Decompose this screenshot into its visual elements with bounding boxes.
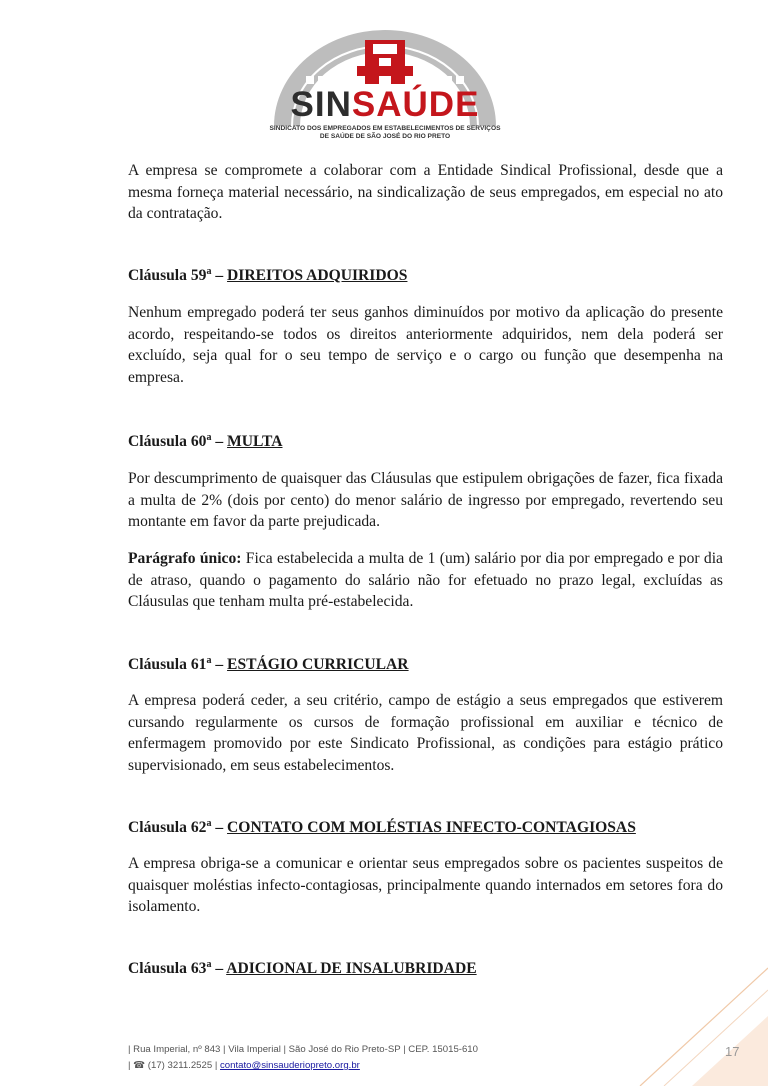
phone-icon: ☎ (133, 1060, 146, 1071)
corner-decoration (600, 960, 768, 1086)
intro-paragraph: A empresa se compromete a colaborar com a Entidade Sindical Profissional, desde que a mesma forneça material necessário, na sindicalização de seus empregados, em especial no ato da contratação. (128, 162, 723, 223)
clause-59-heading: Cláusula 59$^a$ – DIREITOS ADQUIRIDOS (128, 266, 408, 285)
page-number: 17 (725, 1044, 740, 1059)
footer-email-link[interactable]: contato@sinsauderiopreto.org.br (220, 1060, 360, 1071)
clause-62-text: A empresa obriga-se a comunicar e orientar seus empregados sobre os pacientes suspeitos de quaisquer moléstias infecto-contagiosas, principalmente quando internados em setores fora do isolamento. (128, 855, 723, 916)
clause-63-title: ADICIONAL DE INSALUBRIDADE (226, 960, 477, 978)
clause-63-heading: Cláusula 63$^a$ – ADICIONAL DE INSALUBRIDADE (128, 959, 477, 978)
clause-62-title: CONTATO COM MOLÉSTIAS INFECTO-CONTAGIOSAS (227, 819, 636, 837)
paragraph-label: Parágrafo único: (128, 550, 242, 567)
clause-59-title: DIREITOS ADQUIRIDOS (227, 267, 408, 285)
clause-60-text: Por descumprimento de quaisquer das Cláusulas que estipulem obrigações de fazer, fica fixada a multa de 2% (dois por cento) do menor salário de ingresso por empregado, revertendo seu montante em favor da parte prejudicada. (128, 470, 723, 531)
footer-contact: | ☎ (17) 3211.2525 | contato@sinsauderiopreto.org.br (128, 1060, 360, 1071)
clause-59-text: Nenhum empregado poderá ter seus ganhos diminuídos por motivo da aplicação do presente acordo, respeitando-se todos os direitos anteriormente adquiridos, nem dela poderá ser excluído, seja qual for o seu tempo de serviço e o cargo ou função que desempenha na empresa. (128, 304, 723, 386)
logo-cross-icon (357, 40, 413, 84)
logo-subtitle-line2: DE SAÚDE DE SÃO JOSÉ DO RIO PRETO (319, 133, 451, 140)
clause-61-text: A empresa poderá ceder, a seu critério, campo de estágio a seus empregados que estiverem cursando regularmente os cursos de formação profissional em auxiliar e técnico de enfermagem promovido por este Sindicato Profissional, as condições para estágio prático supervisionado, em seus estabelecimentos. (128, 692, 723, 774)
page-footer (128, 1042, 478, 1074)
logo-arch-graphic (262, 22, 508, 142)
clause-61-title: ESTÁGIO CURRICULAR (227, 656, 409, 674)
clause-61-heading: Cláusula 61$^a$ – ESTÁGIO CURRICULAR (128, 655, 409, 674)
clause-60-paragraph: Parágrafo único: Fica estabelecida a multa de 1 (um) salário por dia por empregado e por dia de atraso, quando o pagamento do salário não for efetuado no prazo legal, excluídas as Cláusulas que tenham multa pré-estabelecida. (128, 550, 723, 611)
clause-60-title: MULTA (227, 433, 283, 451)
footer-address: | Rua Imperial, nº 843 | Vila Imperial | São José do Rio Preto-SP | CEP. 15015-610 (128, 1044, 478, 1055)
logo-name: SINSAÚDE (290, 85, 480, 124)
sinsaude-logo (262, 22, 508, 142)
logo-subtitle-line1: SINDICATO DOS EMPREGADOS EM ESTABELECIMENTOS DE SERVIÇOS (269, 125, 501, 132)
clause-62-heading: Cláusula 62$^a$ – CONTATO COM MOLÉSTIAS INFECTO-CONTAGIOSAS (128, 818, 636, 837)
clause-60-heading: Cláusula 60$^a$ – MULTA (128, 432, 283, 451)
